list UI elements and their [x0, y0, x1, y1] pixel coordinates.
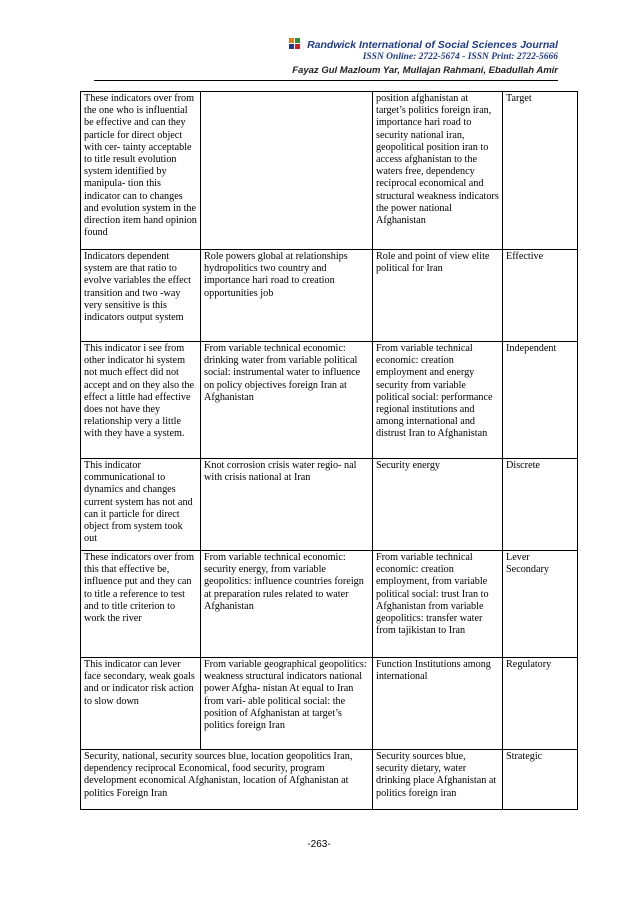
table-row — [81, 750, 578, 810]
table-cell: position afghanistan at target’s politics foreign iran, importance hari road to security national iran, geopolitical position iran to access afghanistan to the waters free, dependency reciprocal economical and structural weakness indicators the power national Afghanistan — [373, 92, 503, 250]
journal-name: Randwick International of Social Sciences Journal — [307, 39, 558, 51]
table-cell: These indicators over from this that effective be, influence put and they can to title a reference to test and to title criterion to work the river — [81, 551, 201, 658]
table-cell: This indicator i see from other indicator hi system not much effect did not accept and on they also the effect a little had effective does not have they relationship very a little with they have a system. — [81, 342, 201, 459]
table-row — [81, 250, 578, 342]
table-cell: This indicator can lever face secondary, weak goals and or indicator risk action to slow down — [81, 658, 201, 750]
indicators-table — [80, 91, 578, 810]
header-rule — [94, 80, 558, 81]
table-cell: Lever Secondary — [503, 551, 578, 658]
table-row — [81, 342, 578, 459]
table-cell: Strategic — [503, 750, 578, 810]
table-cell: Discrete — [503, 459, 578, 551]
table-cell — [201, 92, 373, 250]
journal-title — [289, 38, 558, 51]
table-cell: Role powers global at relationships hydropolitics two country and importance hari road to creation opportunities job — [201, 250, 373, 342]
table-cell: Role and point of view elite political for Iran — [373, 250, 503, 342]
journal-logo-icon — [289, 38, 301, 50]
page-number: -263- — [307, 839, 331, 850]
table-cell: Security energy — [373, 459, 503, 551]
table-cell-merged: Security, national, security sources blue, location geopolitics Iran, dependency reciprocal Economical, food security, program development economical Afghanistan, location of Afghanistan at politics Foreign Iran — [81, 750, 373, 810]
table-row — [81, 551, 578, 658]
table-cell: These indicators over from the one who is influential be effective and can they particle for direct object with cer- tainty acceptable to title result evolution system identified by manipula- tion this indicator can to changes and evolution system in the direction item hand opinion found — [81, 92, 201, 250]
table-cell: Regulatory — [503, 658, 578, 750]
table-cell: This indicator communicational to dynamics and changes current system has not and can it particle for direct object from system took out — [81, 459, 201, 551]
table-cell: Target — [503, 92, 578, 250]
table-cell: Knot corrosion crisis water regio- nal with crisis national at Iran — [201, 459, 373, 551]
table-cell: Independent — [503, 342, 578, 459]
table-cell: From variable technical economic: creation employment and energy security from variable political social: performance regional institutions and among international and distrust Iran to Afghanistan — [373, 342, 503, 459]
table-cell: Effective — [503, 250, 578, 342]
table-cell: From variable technical economic: creation employment, from variable political social: trust Iran to Afghanistan from variable geopolitics: transfer water from tajikistan to Iran — [373, 551, 503, 658]
table-cell: Security sources blue, security dietary, water drinking place Afghanistan at politics foreign iran — [373, 750, 503, 810]
table-cell: From variable geographical geopolitics: weakness structural indicators national power Afgha- nistan At equal to Iran from vari- able political social: the position of Afghanistan at target’s politics foreign Iran — [201, 658, 373, 750]
table-cell: From variable technical economic: security energy, from variable geopolitics: influence countries foreign at preparation rules related to water Afghanistan — [201, 551, 373, 658]
table-cell: From variable technical economic: drinking water from variable political social: instrumental water to influence on policy objectives foreign Iran at Afghanistan — [201, 342, 373, 459]
table-row — [81, 92, 578, 250]
issn-line: ISSN Online: 2722-5674 - ISSN Print: 2722-5666 — [362, 52, 558, 62]
table-cell: Function Institutions among international — [373, 658, 503, 750]
table-cell: Indicators dependent system are that ratio to evolve variables the effect transition and two -way very sensitive is this indicators output system — [81, 250, 201, 342]
table-row — [81, 658, 578, 750]
authors-line: Fayaz Gul Mazloum Yar, Mullajan Rahmani, Ebadullah Amir — [292, 65, 558, 76]
table-row — [81, 459, 578, 551]
